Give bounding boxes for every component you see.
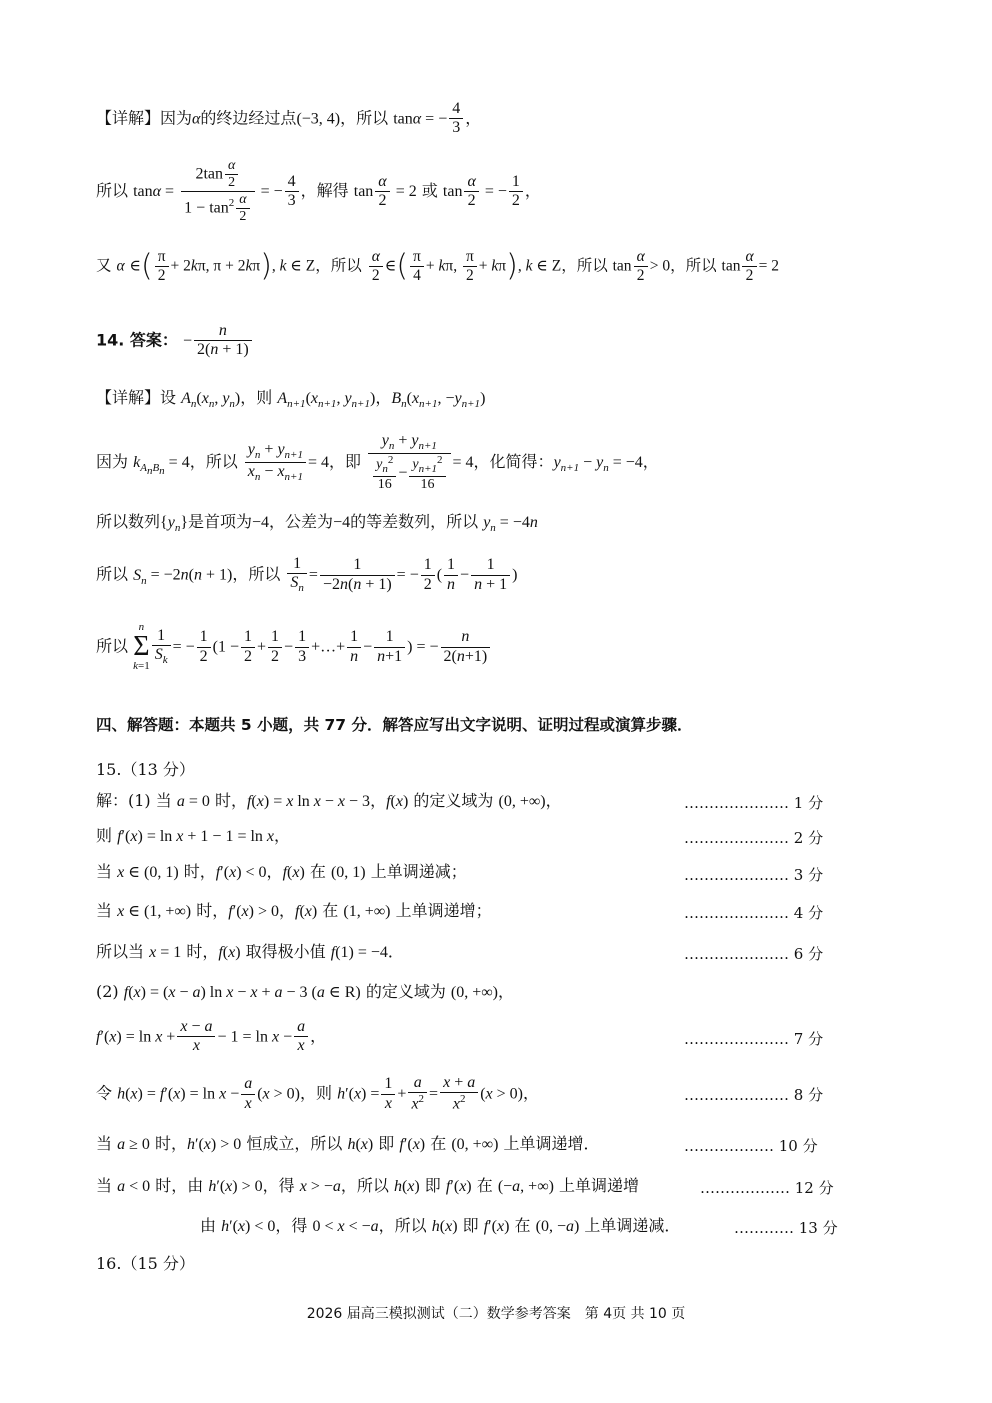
question-14-label: 14. 答案： <box>96 330 178 350</box>
solution-line-5: 所以当 x = 1 时，f(x) 取得极小值 f(1) = −4． <box>96 942 404 961</box>
score-13: ………… 13 分 <box>734 1219 838 1237</box>
detail-line-3: 又 α ∈( $\frac{\pi}{2}$ + 2kπ, π + 2kπ), k ∈ Z，所以 $\frac{\alpha}{2}$ ∈( $\frac{\pi}{4}$ + kπ, $\frac{\pi}{2}$ + kπ), k ∈ Z，所以 tan $\frac{\alpha}{2}$ > 0，所以 tan $\frac{\alpha}{2}$ = 2 <box>96 248 779 284</box>
detail-line-5: 【详解】设 $A_n(x_n$, $y_n$)，则 $A_{n+1}(x_{n+1}$, $y_{n+1}$)，$B_n(x_{n+1}$, $-y_{n+1}$) <box>96 388 486 411</box>
solution-line-6: (2) f(x) = (x − a) ln x − x + a − 3 (a ∈ R) 的定义域为 (0, +∞)， <box>96 982 515 1001</box>
detail-line-2: 所以 tanα = 2tan $\frac{\alpha}{2}$ $1 - \tan^2$ $\frac{\alpha}{2}$ = − $\frac{4}{3}$ ，解得 tan $\frac{\alpha}{2}$ = 2 或 tan $\frac{\alpha}{2}$ = − $\frac{1}{2}$ ， <box>96 158 541 225</box>
solution-line-9: 当 a ≥ 0 时，h′(x) > 0 恒成立，所以 h(x) 即 f′(x) 在 (0, +∞) 上单调递增． <box>96 1134 600 1153</box>
solution-line-11: 由 h′(x) < 0，得 0 < x < −a，所以 h(x) 即 f′(x) 在 (0, −a) 上单调递减． <box>200 1216 681 1235</box>
score-6: ………………… 6 分 <box>684 945 824 963</box>
question-16-label: 16.（15 分） <box>96 1254 195 1273</box>
detail-line-7: 所以数列$\{y_n\}$是首项为−4，公差为−4的等差数列，所以 $y_n = -4n$ <box>96 512 538 535</box>
score-12: ……………… 12 分 <box>700 1179 834 1197</box>
score-3: ………………… 3 分 <box>684 866 824 884</box>
solution-line-8: 令 h(x) = f′(x) = ln x − $\frac{a}{x}$ (x > 0)，则 h′(x) = $\frac{1}{x}$ + $\frac{a}{x^2}$ = $\frac{x + a}{x^2}$ (x > 0)， <box>96 1074 540 1113</box>
detail-line-6: 因为 $k_{A_nB_n} = 4$，所以 $\frac{y_n + y_{n+1}}{x_n - x_{n+1}}$ = 4，即 $y_n + y_{n+1}$ $\frac{y_n^2}{16}$ − $\frac{y_{n+1}^2}{16}$ = 4，化简得：$y_{n+1} - y_n = -4$， <box>96 432 659 492</box>
detail-line-1: 【详解】因为α的终边经过点(−3, 4)，所以 tanα = − $\frac{4}{3}$ ， <box>96 100 482 137</box>
solution-line-7: f′(x) = ln x + $\frac{x - a}{x}$ − 1 = ln x − $\frac{a}{x}$ ， <box>96 1018 327 1055</box>
score-2: ………………… 2 分 <box>684 829 824 847</box>
solution-line-1: 解：(1) 当 a = 0 时，f(x) = x ln x − x − 3，f(x) 的定义域为 (0, +∞)， <box>96 791 562 810</box>
score-8: ………………… 8 分 <box>684 1086 824 1104</box>
question-14-answer: 14. 答案： − $\frac{n}{2(n + 1)}$ <box>96 322 254 360</box>
section-4-heading: 四、解答题：本题共 5 小题，共 77 分．解答应写出文字说明、证明过程或演算步骤． <box>96 716 693 734</box>
score-7: ………………… 7 分 <box>684 1030 824 1048</box>
detail-line-9: 所以 n Σ k=1 $\frac{1}{S_k}$ = − $\frac{1}{2}$ (1 − $\frac{1}{2}$ + $\frac{1}{2}$ − $\frac{1}{3}$ +…+ $\frac{1}{n}$ − $\frac{1}{n+1}$ ) = − $\frac{n}{2(n+1)}$ <box>96 622 492 672</box>
solution-line-3: 当 x ∈ (0, 1) 时，f′(x) < 0，f(x) 在 (0, 1) 上单调递减； <box>96 862 467 881</box>
detail-line-8: 所以 $S_n = -2n(n + 1)$，所以 $\frac{1}{S_n}$ = $\frac{1}{-2n(n + 1)}$ = − $\frac{1}{2}$ ( $\frac{1}{n}$ − $\frac{1}{n + 1}$ ) <box>96 555 518 595</box>
question-15-label: 15.（13 分） <box>96 760 195 779</box>
score-10: ……………… 10 分 <box>684 1137 818 1155</box>
score-4: ………………… 4 分 <box>684 904 824 922</box>
solution-line-10: 当 a < 0 时，由 h′(x) > 0，得 x > −a，所以 h(x) 即 f′(x) 在 (−a, +∞) 上单调递增 <box>96 1176 640 1195</box>
page-footer: 2026 届高三模拟测试（二）数学参考答案 第 4页 共 10 页 <box>306 1306 686 1322</box>
solution-line-4: 当 x ∈ (1, +∞) 时，f′(x) > 0，f(x) 在 (1, +∞) 上单调递增； <box>96 901 492 920</box>
solution-line-2: 则 f′(x) = ln x + 1 − 1 = ln x， <box>96 826 291 845</box>
score-1: ………………… 1 分 <box>684 794 824 812</box>
